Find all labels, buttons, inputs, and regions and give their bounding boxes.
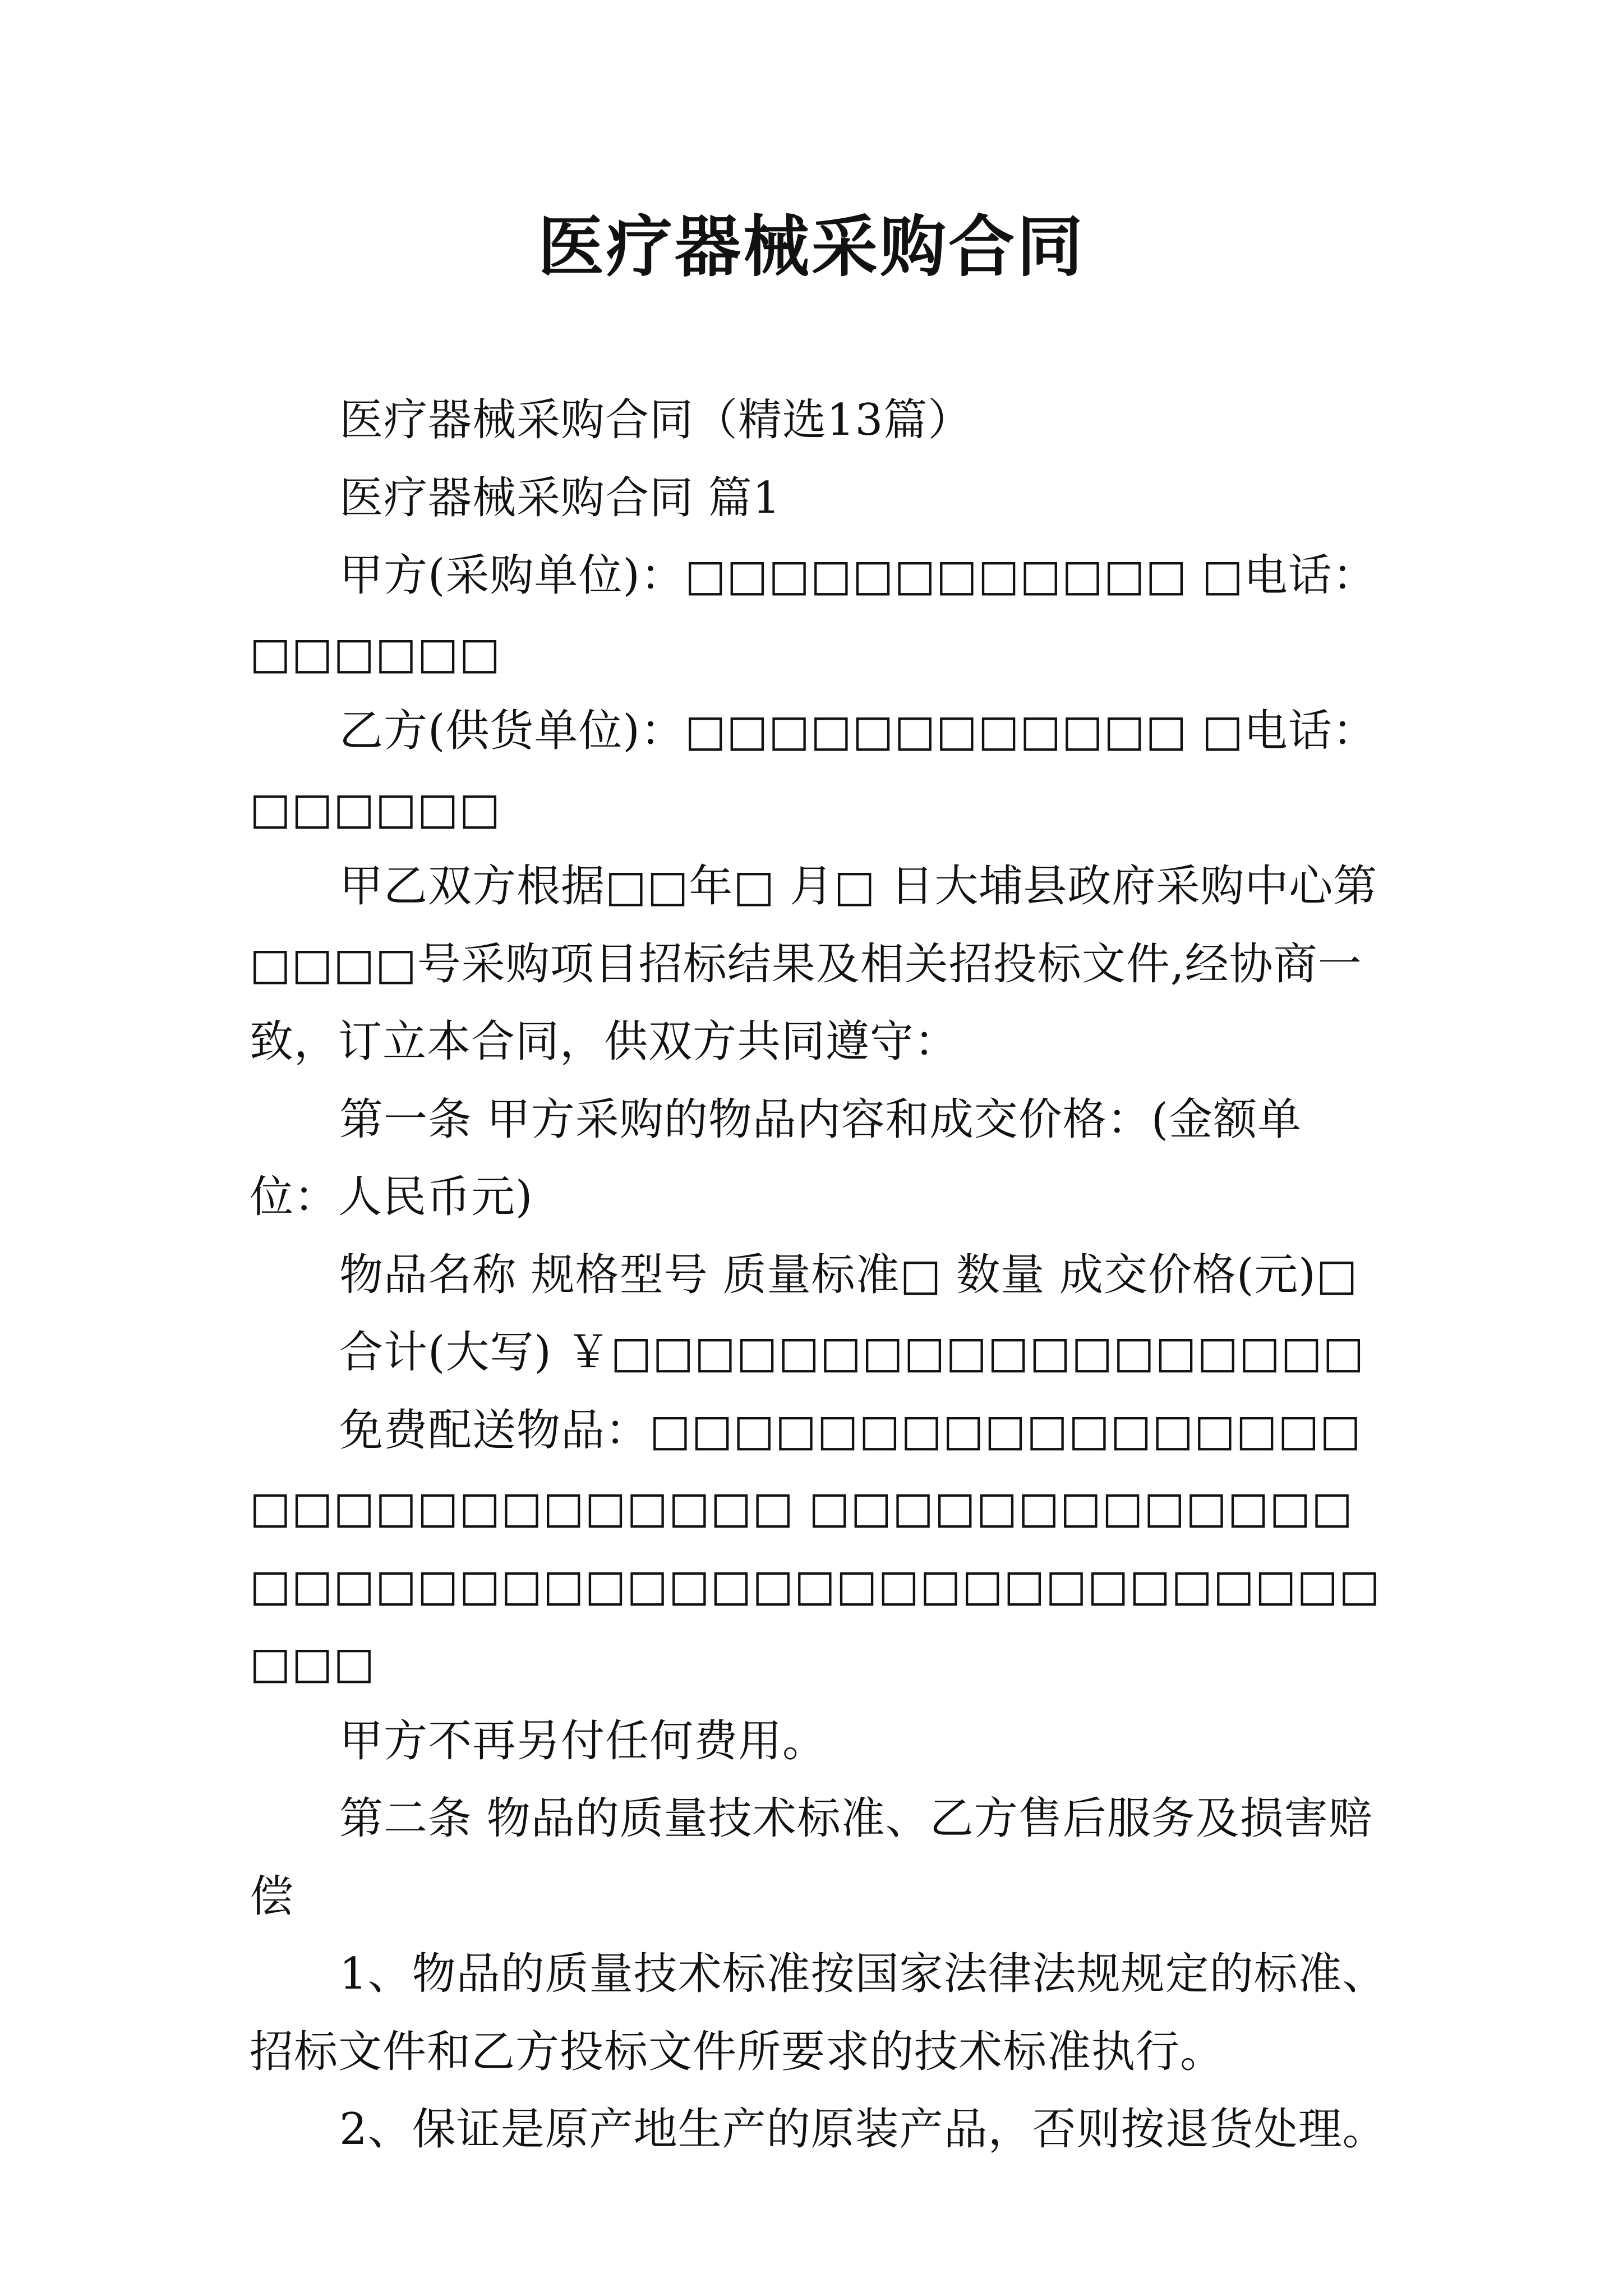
clause-one-paragraph: 1、物品的质量技术标准按国家法律法规规定的标准、招标文件和乙方投标文件所要求的技术标准执行。 [250, 1949, 1387, 2077]
party-b-paragraph: 乙方(供货单位)：□□□□□□□□□□□□ □电话：□□□□□□ [250, 706, 1377, 834]
document-body [250, 381, 1388, 2169]
subtitle-paragraph: 医疗器械采购合同（精选13篇） [339, 395, 972, 445]
article-two-paragraph: 第二条 物品的质量技术标准、乙方售后服务及损害赔偿 [250, 1793, 1373, 1922]
preamble-paragraph: 甲乙双方根据□□年□ 月□ 日大埔县政府采购中心第□□□□号采购项目招标结果及相关招投标文件,经协商一致，订立本合同，供双方共同遵守： [250, 861, 1378, 1067]
section-heading: 医疗器械采购合同 篇1 [339, 472, 781, 523]
document-title: 医疗器械采购合同 [537, 208, 1085, 286]
no-extra-fee-paragraph: 甲方不再另付任何费用。 [339, 1715, 827, 1766]
items-header-paragraph: 物品名称 规格型号 质量标准□ 数量 成交价格(元)□ [339, 1249, 1358, 1300]
free-delivery-paragraph: 免费配送物品：□□□□□□□□□□□□□□□□□□□□□□□□□□□□□□ □□□□□□□□□□□□□□□□□□□□□□□□□□□□□□□□□□□□□□□□□□□ [250, 1405, 1381, 1688]
party-a-paragraph: 甲方(采购单位)：□□□□□□□□□□□□ □电话：□□□□□□ [250, 550, 1377, 679]
total-paragraph: 合计(大写) ￥□□□□□□□□□□□□□□□□□□ [339, 1327, 1365, 1378]
article-one-paragraph: 第一条 甲方采购的物品内容和成交价格：(金额单位：人民币元) [250, 1094, 1302, 1222]
clause-two-paragraph: 2、保证是原产地生产的原装产品，否则按退货处理。 [339, 2104, 1387, 2155]
